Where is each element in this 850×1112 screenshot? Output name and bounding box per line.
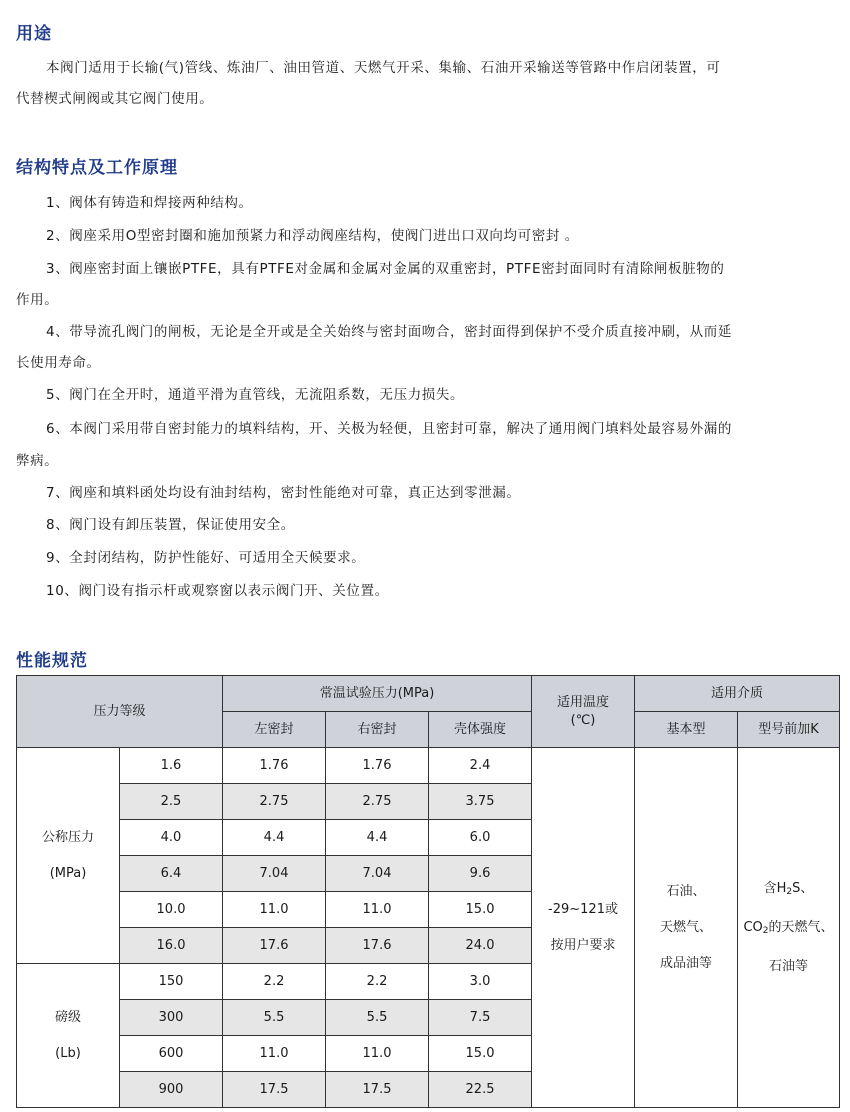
right-seal-cell: 4.4	[326, 820, 429, 856]
right-seal-cell: 11.0	[326, 892, 429, 928]
basic-type-header: 基本型	[635, 712, 738, 748]
structure-item: 3、阀座密封面上镶嵌PTFE，具有PTFE对金属和金属对金属的双重密封，PTFE密封面同时有清除闸板脏物的	[46, 261, 725, 277]
left-seal-cell: 17.5	[223, 1072, 326, 1108]
structure-item: 10、阀门设有指示杆或观察窗以表示阀门开、关位置。	[46, 583, 389, 599]
left-seal-cell: 7.04	[223, 856, 326, 892]
rating-cell: 6.4	[120, 856, 223, 892]
performance-table	[16, 675, 840, 1108]
usage-line: 本阀门适用于长输(气)管线、炼油厂、油田管道、天燃气开采、集输、石油开采输送等管路中作启闭装置，可	[46, 60, 721, 76]
left-seal-cell: 17.6	[223, 928, 326, 964]
left-seal-cell: 5.5	[223, 1000, 326, 1036]
temperature-header	[532, 676, 635, 748]
table-row	[17, 748, 840, 784]
usage-line: 代替楔式闸阀或其它阀门使用。	[16, 91, 214, 107]
structure-heading: 结构特点及工作原理	[16, 158, 178, 178]
shell-strength-cell: 15.0	[429, 1036, 532, 1072]
shell-strength-cell: 7.5	[429, 1000, 532, 1036]
right-seal-cell: 1.76	[326, 748, 429, 784]
right-seal-cell: 17.6	[326, 928, 429, 964]
shell-strength-cell: 24.0	[429, 928, 532, 964]
structure-item: 1、阀体有铸造和焊接两种结构。	[46, 195, 253, 211]
structure-item: 6、本阀门采用带自密封能力的填料结构，开、关极为轻便，且密封可靠，解决了通用阀门填料处最容易外漏的	[46, 421, 732, 437]
class-rating-group	[17, 964, 120, 1108]
right-seal-cell: 11.0	[326, 1036, 429, 1072]
structure-item: 9、全封闭结构，防护性能好、可适用全天候要求。	[46, 550, 366, 566]
shell-strength-cell: 2.4	[429, 748, 532, 784]
k-medium-line: 含$H_2S$、	[763, 880, 814, 897]
k-type-header: 型号前加K	[738, 712, 840, 748]
medium-header: 适用介质	[635, 676, 840, 712]
shell-strength-cell: 22.5	[429, 1072, 532, 1108]
right-seal-cell: 17.5	[326, 1072, 429, 1108]
left-seal-cell: 2.75	[223, 784, 326, 820]
pressure-class-header: 压力等级	[17, 676, 223, 748]
class-rating-label: 磅级	[54, 1009, 81, 1025]
basic-medium-line: 天燃气、	[660, 919, 713, 935]
shell-strength-cell: 3.0	[429, 964, 532, 1000]
basic-medium-line: 成品油等	[660, 955, 713, 971]
class-rating-unit: (Lb)	[55, 1045, 81, 1061]
left-seal-cell: 11.0	[223, 892, 326, 928]
test-pressure-header: 常温试验压力(MPa)	[223, 676, 532, 712]
right-seal-cell: 2.2	[326, 964, 429, 1000]
rating-cell: 2.5	[120, 784, 223, 820]
shell-strength-cell: 15.0	[429, 892, 532, 928]
temperature-header-unit: (℃)	[570, 712, 596, 728]
basic-medium-line: 石油、	[666, 883, 706, 899]
right-seal-cell: 2.75	[326, 784, 429, 820]
k-medium-line: $CO_2$的天燃气、	[743, 919, 834, 936]
structure-item-continued: 弊病。	[16, 453, 59, 469]
structure-item: 4、带导流孔阀门的闸板，无论是全开或是全关始终与密封面吻合，密封面得到保护不受介质直接冲刷，从而延	[46, 324, 732, 340]
shell-strength-cell: 3.75	[429, 784, 532, 820]
structure-item: 7、阀座和填料函处均设有油封结构，密封性能绝对可靠，真正达到零泄漏。	[46, 485, 521, 501]
rating-cell: 600	[120, 1036, 223, 1072]
shell-strength-cell: 6.0	[429, 820, 532, 856]
nominal-pressure-unit: (MPa)	[49, 865, 87, 881]
temperature-header-label: 适用温度	[557, 694, 610, 710]
rating-cell: 150	[120, 964, 223, 1000]
rating-cell: 16.0	[120, 928, 223, 964]
structure-item: 8、阀门设有卸压装置，保证使用安全。	[46, 517, 295, 533]
structure-item: 5、阀门在全开时，通道平滑为直管线，无流阻系数，无压力损失。	[46, 387, 465, 403]
temperature-line: 按用户要求	[550, 937, 616, 953]
right-seal-header: 右密封	[326, 712, 429, 748]
rating-cell: 4.0	[120, 820, 223, 856]
nominal-pressure-label: 公称压力	[41, 829, 94, 845]
left-seal-cell: 11.0	[223, 1036, 326, 1072]
k-medium-line: 石油等	[769, 958, 809, 974]
rating-cell: 1.6	[120, 748, 223, 784]
shell-strength-cell: 9.6	[429, 856, 532, 892]
structure-item: 2、阀座采用O型密封圈和施加预紧力和浮动阀座结构，使阀门进出口双向均可密封 。	[46, 228, 579, 244]
left-seal-cell: 2.2	[223, 964, 326, 1000]
right-seal-cell: 5.5	[326, 1000, 429, 1036]
left-seal-cell: 4.4	[223, 820, 326, 856]
nominal-pressure-group	[17, 748, 120, 964]
rating-cell: 10.0	[120, 892, 223, 928]
right-seal-cell: 7.04	[326, 856, 429, 892]
usage-heading: 用途	[16, 24, 52, 44]
left-seal-header: 左密封	[223, 712, 326, 748]
structure-item-continued: 作用。	[16, 292, 59, 308]
basic-medium-cell	[635, 748, 738, 1108]
structure-item-continued: 长使用寿命。	[16, 355, 101, 371]
k-medium-cell	[738, 748, 840, 1108]
temperature-cell	[532, 748, 635, 1108]
rating-cell: 300	[120, 1000, 223, 1036]
left-seal-cell: 1.76	[223, 748, 326, 784]
performance-heading: 性能规范	[16, 651, 88, 671]
shell-strength-header: 壳体强度	[429, 712, 532, 748]
rating-cell: 900	[120, 1072, 223, 1108]
temperature-line: -29~121或	[548, 901, 618, 917]
